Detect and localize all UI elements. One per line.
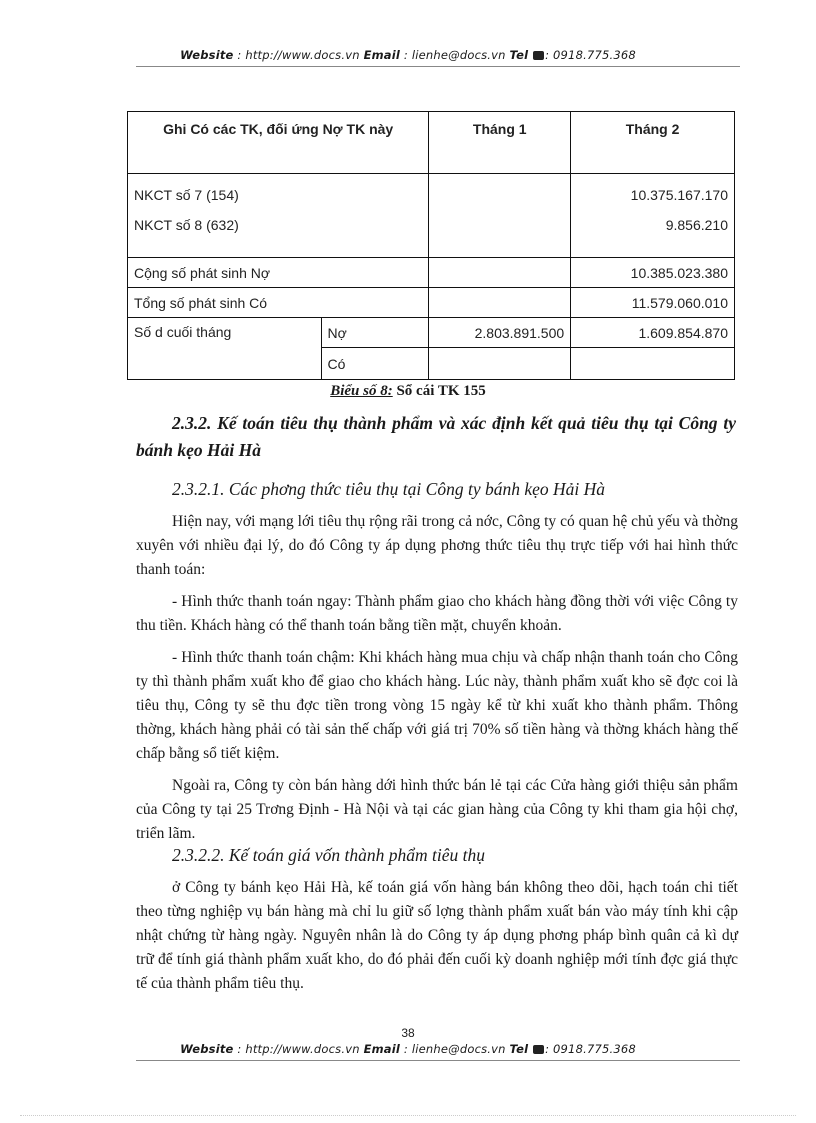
co-label: Có [321,348,429,380]
footer-website-label: Website [180,1042,234,1056]
footer-email-label: Email [363,1042,401,1056]
section-2322-body [136,876,738,996]
psco-label: Tổng số phát sinh Có [128,288,429,318]
ledger-psco-row [128,288,735,318]
psno-label: Cộng số phát sinh Nợ [128,258,429,288]
table-caption [0,383,816,400]
tel-value: : 0918.775.368 [545,48,636,62]
section-2321-body [136,510,738,846]
para-2321-2: - Hình thức thanh toán ngay: Thành phẩm giao cho khách hàng đồng thời với việc Công ty thu tiền. Khách hàng có thể thanh toán bằng tiền mặt, chuyển khoản. [136,593,738,634]
phone-icon [533,51,544,60]
no-m2: 1.609.854.870 [571,318,735,348]
section-232-heading: 2.3.2. Kế toán tiêu thụ thành phẩm và xác định kết quả tiêu thụ tại Công ty bánh kẹo Hải Hà [136,413,736,460]
ledger-header-row [128,112,735,174]
col1-header: Ghi Có các TK, đối ứng Nợ TK này [128,112,429,174]
caption-title: Sổ cái TK 155 [392,383,486,399]
page-number: 38 [401,1026,415,1040]
email-value[interactable]: : lienhe@docs.vn [403,48,506,62]
footer-website-url[interactable]: : http://www.docs.vn [237,1042,360,1056]
psco-m2: 11.579.060.010 [571,288,735,318]
para-2321-1: Hiện nay, với mạng lới tiêu thụ rộng rãi trong cả nớc, Công ty có quan hệ chủ yếu và thờng xuyên với nhiều đại lý, do đó Công ty áp dụng phơng thức tiêu thụ trực tiếp với hai hình thức thanh toán: [136,513,738,578]
col3-header: Tháng 2 [571,112,735,174]
nkct8-m2: 9.856.210 [665,217,728,233]
website-label: Website [180,48,234,62]
para-2322-1: ở Công ty bánh kẹo Hải Hà, kế toán giá vốn hàng bán không theo dõi, hạch toán chi tiết theo từng nghiệp vụ bán hàng mà chỉ lu giữ số lợng thành phẩm xuất bán vào máy tính khi cập nhật chứng từ hàng ngày. Nguyên nhân là do Công ty áp dụng phơng pháp bình quân cả kì dự trữ để tính giá thành phẩm xuất kho, do đó phải đến cuối kỳ doanh nghiệp mới tính đợc giá thực tế của thành phẩm tiêu thụ. [136,879,738,992]
no-m1: 2.803.891.500 [429,318,571,348]
nkct7-label: NKCT số 7 (154) [134,187,239,203]
footer-tel-value: : 0918.775.368 [545,1042,636,1056]
col2-header: Tháng 1 [429,112,571,174]
nkct7-m2: 10.375.167.170 [630,187,728,203]
section-2322-heading: 2.3.2.2. Kế toán giá vốn thành phẩm tiêu thụ [172,845,486,865]
ledger-nkct-row [128,174,735,258]
website-url[interactable]: : http://www.docs.vn [237,48,360,62]
section-2321-heading: 2.3.2.1. Các phơng thức tiêu thụ tại Công ty bánh kẹo Hải Hà [172,479,606,499]
ledger-psno-row [128,258,735,288]
page-bottom-dots [20,1115,796,1116]
nkct-m1-cell [429,174,571,258]
no-label: Nợ [321,318,429,348]
para-2321-4: Ngoài ra, Công ty còn bán hàng dới hình thức bán lẻ tại các Cửa hàng giới thiệu sản phẩm của Công ty tại 25 Trơng Định - Hà Nội và tại các gian hàng của Công ty khi tham gia hội chợ, triển lãm. [136,777,738,842]
ledger-table [127,111,735,380]
psno-m2: 10.385.023.380 [571,258,735,288]
para-2321-3: - Hình thức thanh toán chậm: Khi khách hàng mua chịu và chấp nhận thanh toán cho Công ty thì thành phẩm xuất kho để giao cho khách hàng. Lúc này, thành phẩm xuất kho sẽ đợc coi là tiêu thụ, Công ty sẽ thu đợc tiền trong vòng 15 ngày kể từ khi xuất kho thành phẩm. Thông thờng, khách hàng phải có tài sản thế chấp với giá trị 70% số tiền hàng và thờng khách hàng thế chấp bằng sổ tiết kiệm. [136,649,738,762]
nkct8-label: NKCT số 8 (632) [134,217,239,233]
ledger-no-row [128,318,735,348]
footer-tel-label: Tel [509,1042,529,1056]
page-header [0,48,816,62]
email-label: Email [363,48,401,62]
page-footer [0,1042,816,1056]
tel-label: Tel [509,48,529,62]
sodu-label: Số d cuối tháng [128,318,322,380]
footer-rule [136,1060,740,1061]
footer-phone-icon [533,1045,544,1054]
caption-prefix: Biểu số 8: [330,383,393,399]
header-rule [136,66,740,67]
footer-email-value[interactable]: : lienhe@docs.vn [403,1042,506,1056]
